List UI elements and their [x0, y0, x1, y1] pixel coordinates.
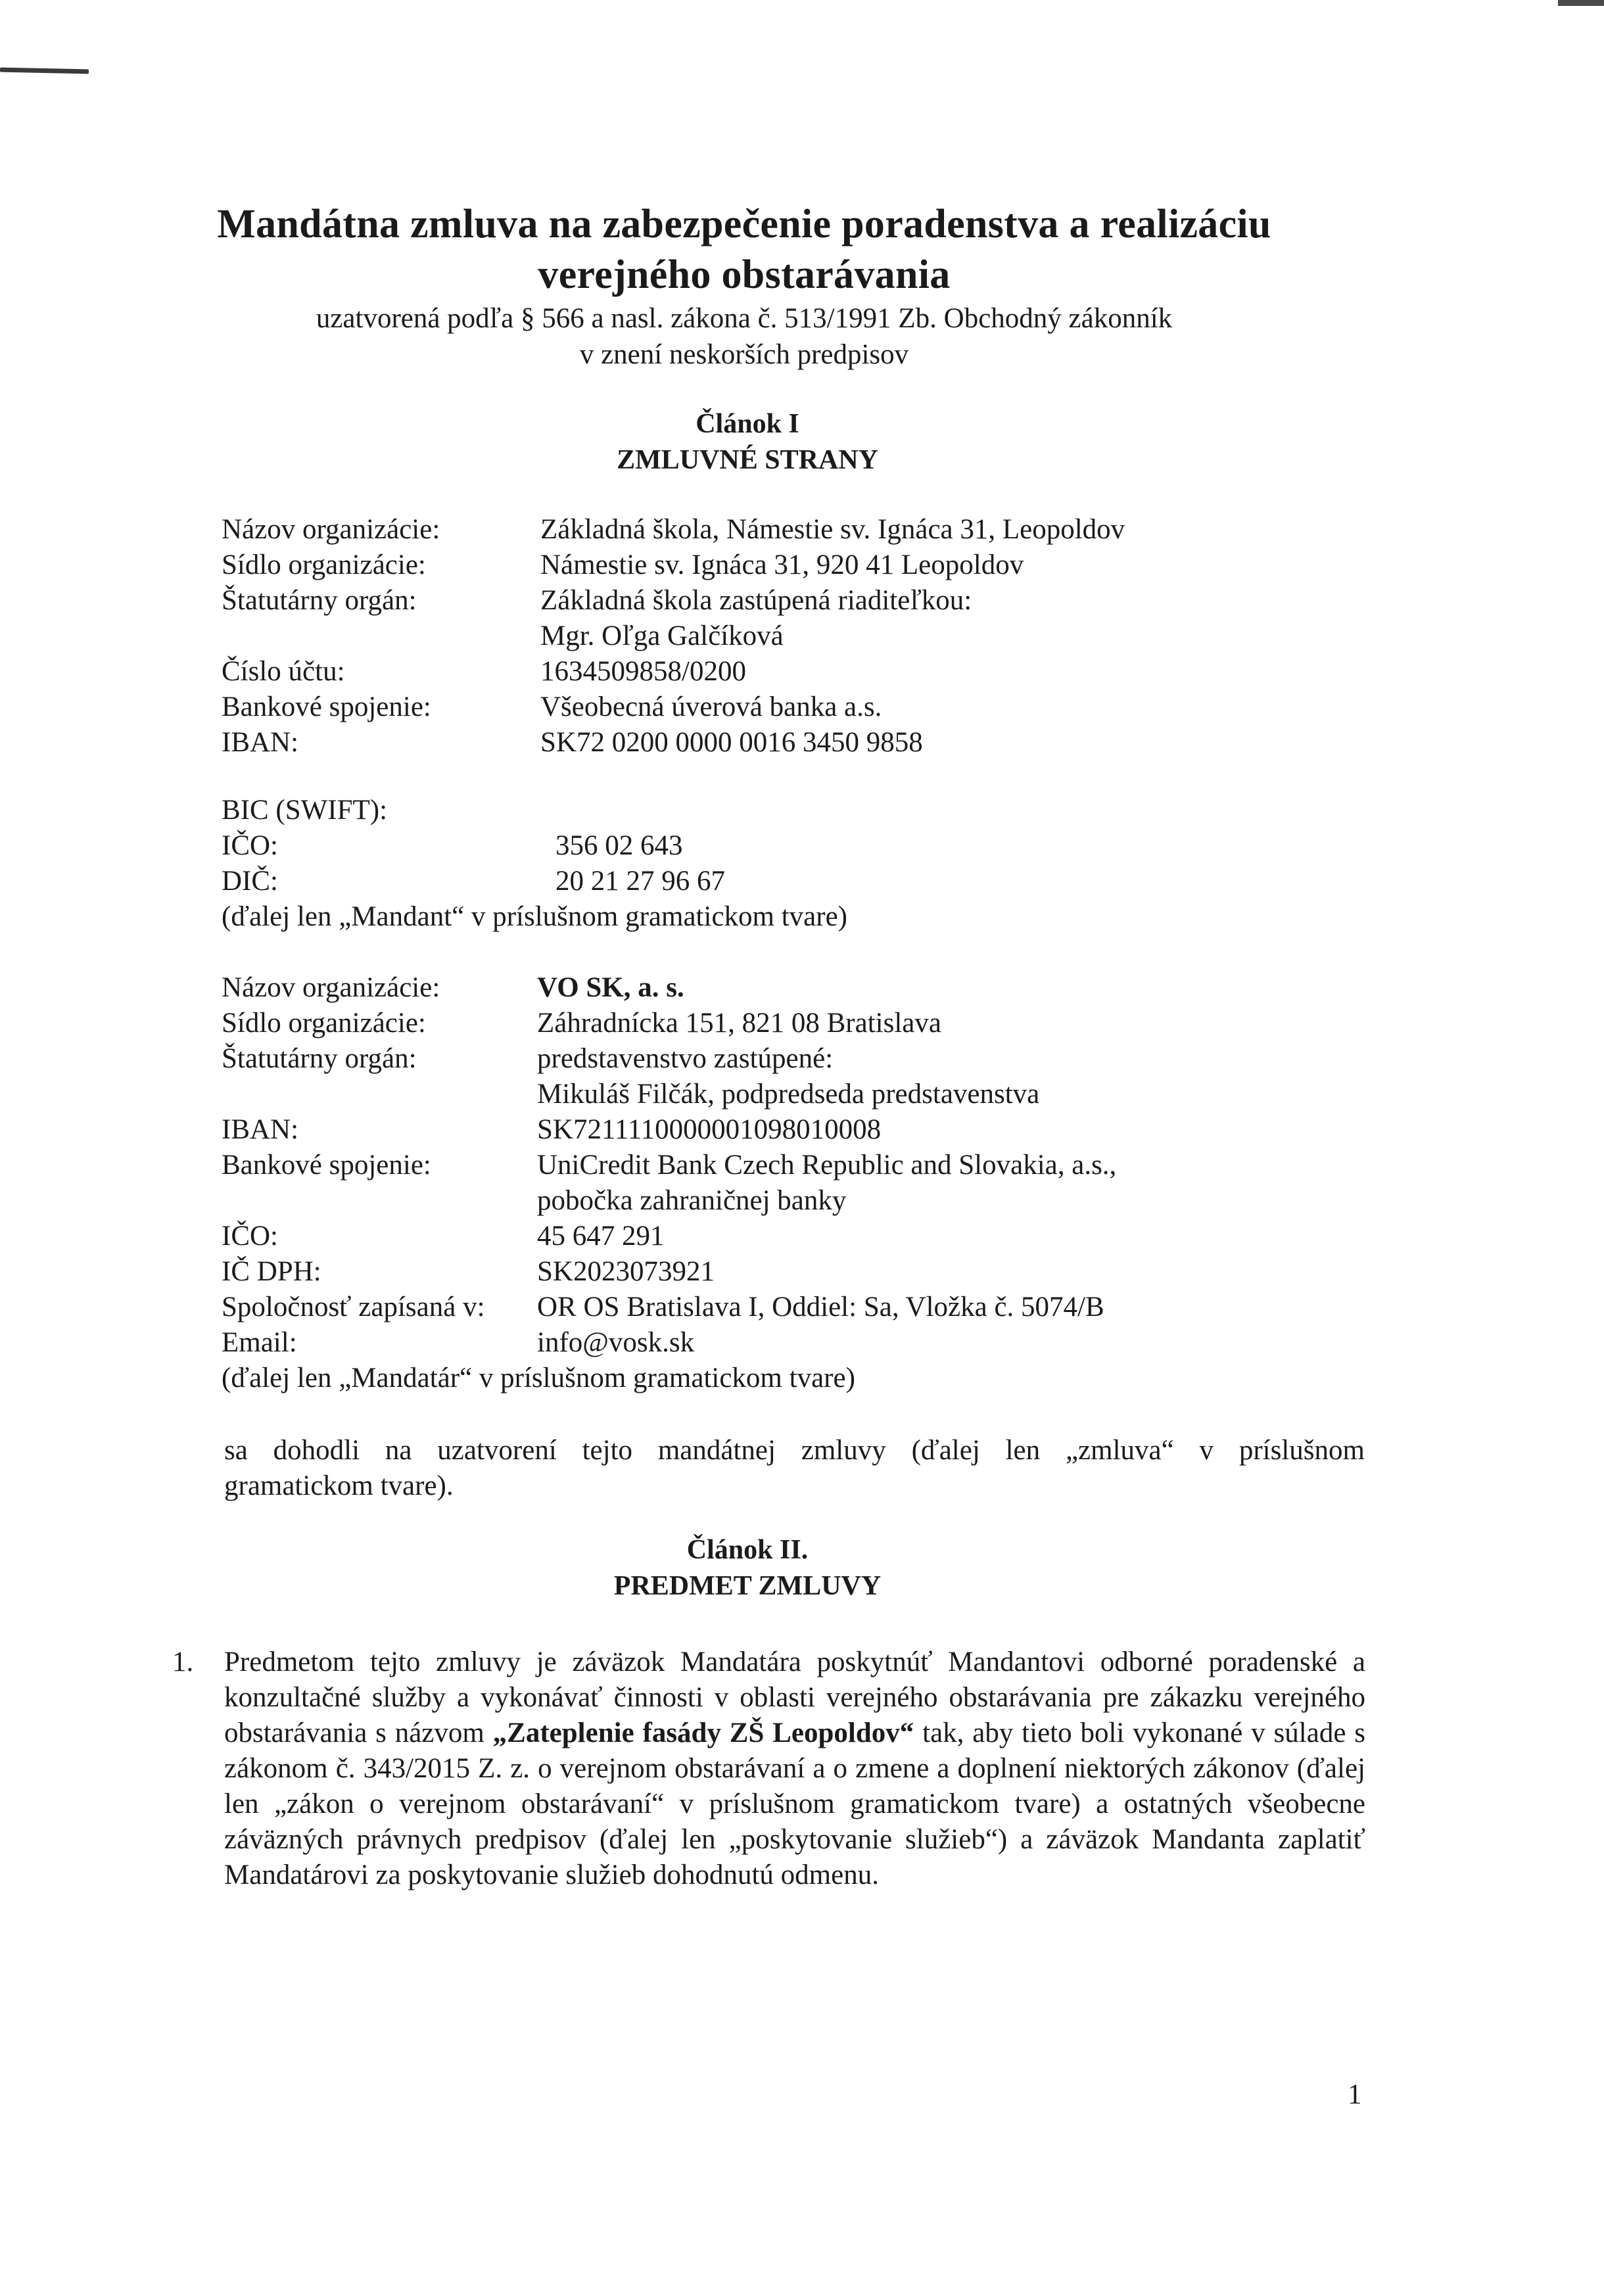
party-b-value: pobočka zahraničnej banky: [537, 1185, 847, 1216]
party-a-value: Základná škola, Námestie sv. Ignáca 31, Leopoldov: [540, 514, 1125, 545]
party-a-row: [222, 725, 1405, 761]
clause-text: [224, 1645, 1365, 1893]
party-b-value: SK2023073921: [537, 1256, 715, 1287]
party-a-value: Mgr. Oľga Galčíková: [540, 621, 784, 651]
party-b-value: UniCredit Bank Czech Republic and Slovakia, a.s.,: [537, 1150, 1117, 1181]
party-a-value: 20 21 27 96 67: [555, 866, 725, 897]
party-b-name: VO SK, a. s.: [537, 972, 684, 1003]
agreement-line1: sa dohodli na uzatvorení tejto mandátnej zmluvy (ďalej len „zmluva“ v príslušnom: [224, 1435, 1365, 1466]
party-a-row: [222, 583, 1405, 619]
article1-number: Článok I: [696, 409, 799, 439]
party-a-value: 1634509858/0200: [540, 656, 746, 687]
agreement-paragraph: [224, 1433, 1365, 1504]
party-a-label: IČO:: [222, 830, 278, 861]
party-b-row: [222, 1077, 1405, 1112]
subtitle-line1: uzatvorená podľa § 566 a nasl. zákona č. 513/1991 Zb. Obchodný zákonník: [316, 303, 1173, 334]
party-a-label: Bankové spojenie:: [222, 691, 431, 722]
party-a-label: BIC (SWIFT):: [222, 795, 388, 826]
party-b-row: [222, 1183, 1405, 1219]
subtitle-line2: v znení neskorších predpisov: [579, 339, 909, 370]
party-a-row: [222, 512, 1405, 548]
party-a-label: IBAN:: [222, 727, 299, 758]
party-a-alias: (ďalej len „Mandant“ v príslušnom gramatickom tvare): [222, 901, 847, 932]
party-b-label: IBAN:: [222, 1114, 299, 1145]
clause-number: 1.: [172, 1647, 194, 1677]
party-b-row: [222, 1254, 1405, 1290]
party-a-label: [222, 619, 540, 654]
party-b-label: [222, 1183, 537, 1219]
party-a-label: Číslo účtu:: [222, 656, 345, 687]
party-a-value: 356 02 643: [555, 830, 683, 861]
party-b-value: predstavenstvo zastúpené:: [537, 1043, 834, 1074]
party-b-label: Bankové spojenie:: [222, 1150, 431, 1181]
party-a-label: Názov organizácie:: [222, 514, 440, 545]
party-a-row: [222, 654, 1405, 690]
contract-title-bold: „Zateplenie fasády ZŠ Leopoldov“: [492, 1718, 914, 1748]
party-b-label: IČ DPH:: [222, 1256, 321, 1287]
party-a-value: SK72 0200 0000 0016 3450 9858: [540, 727, 923, 758]
party-b-row: [222, 1219, 1405, 1254]
scan-artifact-mark: [0, 68, 89, 74]
party-a-row: [222, 619, 1405, 654]
party-b-label: Spoločnosť zapísaná v:: [222, 1292, 485, 1323]
party-b-value: OR OS Bratislava I, Oddiel: Sa, Vložka č. 5074/B: [537, 1292, 1104, 1323]
party-b-row: [222, 1290, 1405, 1325]
party-a-row: [222, 828, 1405, 864]
page-number: 1: [1348, 2079, 1362, 2110]
agreement-line2: gramatickom tvare).: [224, 1470, 454, 1501]
article2-heading: PREDMET ZMLUVY: [613, 1571, 882, 1601]
party-a-row: [222, 690, 1405, 725]
party-b-label: Sídlo organizácie:: [222, 1008, 426, 1039]
party-b-label: Email:: [222, 1327, 297, 1358]
party-b-row: [222, 1006, 1405, 1041]
party-b-alias: (ďalej len „Mandatár“ v príslušnom gramatickom tvare): [222, 1363, 855, 1394]
article1-heading: ZMLUVNÉ STRANY: [617, 445, 878, 475]
party-b-row: [222, 1325, 1405, 1361]
party-a-value: Námestie sv. Ignáca 31, 920 41 Leopoldov: [540, 550, 1024, 580]
scan-artifact-mark-right: [1558, 0, 1604, 6]
party-a-label: DIČ:: [222, 866, 278, 897]
party-a-value: Všeobecná úverová banka a.s.: [540, 691, 882, 722]
clause-text-part1: Predmetom tejto zmluvy je záväzok Mandatára poskytnúť Mandantovi odborné poradenské a konzultačné služby a vykonávať činnosti v oblasti verejného obstarávania pre zákazku verejného obstarávania s názvom: [224, 1647, 1365, 1748]
party-b-row: [222, 1112, 1405, 1148]
party-a-row: [222, 864, 1405, 899]
party-b-value: 45 647 291: [537, 1221, 665, 1252]
party-b-row: [222, 1041, 1405, 1077]
party-b-value: Záhradnícka 151, 821 08 Bratislava: [537, 1008, 941, 1039]
party-b-label: IČO:: [222, 1221, 278, 1252]
party-b-label: Názov organizácie:: [222, 972, 440, 1003]
party-a-value: Základná škola zastúpená riaditeľkou:: [540, 585, 972, 616]
clause-text-part2: tak, aby tieto boli vykonané v súlade s zákonom č. 343/2015 Z. z. o verejnom obstarávaní a o zmene a doplnení niektorých zákonov (ďalej len „zákon o verejnom obstarávaní“ v príslušnom gramatickom tvare) a ostatných všeobecne záväzných právnych predpisov (ďalej len „poskytovanie služieb“) a záväzok Mandanta zaplatiť Mandatárovi za poskytovanie služieb dohodnutú odmenu.: [224, 1718, 1365, 1890]
party-a-label: Sídlo organizácie:: [222, 550, 426, 580]
party-a-identifiers: [222, 793, 1405, 935]
party-b-value: SK7211110000001098010008: [537, 1114, 882, 1145]
document-title-line1: Mandátna zmluva na zabezpečenie poradenstva a realizáciu: [217, 202, 1271, 246]
document-title-line2: verejného obstarávania: [538, 252, 951, 297]
party-b-value: Mikuláš Filčák, podpredseda predstavenstva: [537, 1079, 1040, 1110]
party-b-label: Štatutárny orgán:: [222, 1043, 417, 1074]
party-b-row: [222, 1148, 1405, 1183]
article2-number: Článok II.: [686, 1535, 809, 1565]
party-a-row: [222, 793, 1405, 828]
party-a-label: Štatutárny orgán:: [222, 585, 417, 616]
party-a-details: [222, 512, 1405, 761]
party-b-row: [222, 970, 1405, 1006]
party-a-row: [222, 548, 1405, 583]
party-b-label: [222, 1077, 537, 1112]
party-b-details: [222, 970, 1405, 1396]
party-b-value: info@vosk.sk: [537, 1327, 695, 1358]
